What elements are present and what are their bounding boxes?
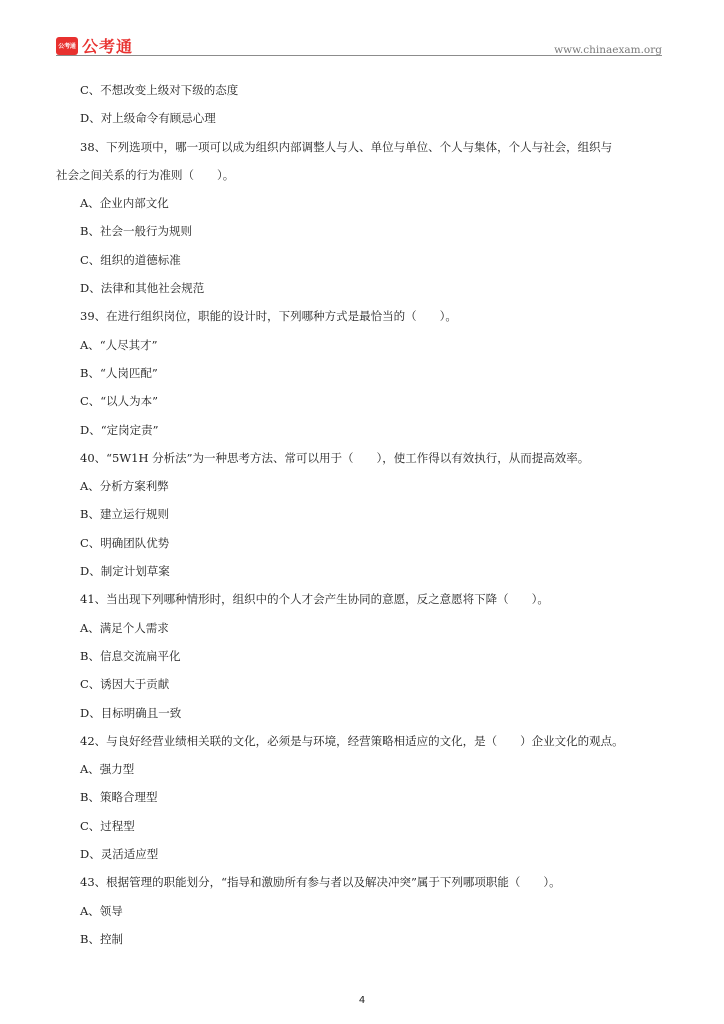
question-text: 42、与良好经营业绩相关联的文化，必须是与环境，经营策略相适应的文化，是（ ）企业文化的观点。	[80, 733, 624, 748]
answer-option: A、分析方案利弊	[80, 479, 169, 494]
answer-option: A、强力型	[80, 762, 135, 777]
answer-option: C、诱因大于贡献	[80, 677, 170, 692]
answer-option: B、策略合理型	[80, 790, 158, 805]
answer-option: B、信息交流扁平化	[80, 648, 181, 663]
answer-option: B、控制	[80, 931, 123, 946]
answer-option: A、企业内部文化	[80, 196, 169, 211]
header-divider	[56, 55, 662, 56]
answer-option: C、组织的道德标准	[80, 252, 181, 267]
question-text-continued: 社会之间关系的行为准则（ ）。	[56, 167, 235, 182]
logo-badge: 公考通	[56, 37, 78, 55]
question-text: 41、当出现下列哪种情形时，组织中的个人才会产生协同的意愿，反之意愿将下降（ ）。	[80, 592, 549, 607]
answer-option: C、过程型	[80, 818, 135, 833]
answer-option: D、灵活适应型	[80, 847, 159, 862]
answer-option: B、“人岗匹配”	[80, 365, 158, 380]
question-text: 39、在进行组织岗位，职能的设计时，下列哪种方式是最恰当的（ ）。	[80, 309, 457, 324]
logo-text: 公考通	[82, 37, 134, 56]
answer-option: D、对上级命令有顾忌心理	[80, 111, 216, 126]
answer-option: A、“人尽其才”	[80, 337, 158, 352]
page-header	[56, 34, 662, 58]
answer-option: D、目标明确且一致	[80, 705, 182, 720]
answer-option: B、社会一般行为规则	[80, 224, 192, 239]
page-number: 4	[358, 995, 366, 1006]
answer-option: D、制定计划草案	[80, 564, 170, 579]
site-url[interactable]: www.chinaexam.org	[554, 44, 662, 56]
question-text: 40、“5W1H 分析法”为一种思考方法、常可以用于（ ），使工作得以有效执行，从而提高效率。	[80, 450, 590, 465]
brand-logo	[56, 34, 133, 57]
question-text: 43、根据管理的职能划分，“指导和激励所有参与者以及解决冲突”属于下列哪项职能（ ）。	[80, 875, 561, 890]
answer-option: C、“以人为本”	[80, 394, 159, 409]
answer-option: B、建立运行规则	[80, 507, 169, 522]
answer-option: D、法律和其他社会规范	[80, 281, 205, 296]
answer-option: C、明确团队优势	[80, 535, 170, 550]
answer-option: A、领导	[80, 903, 123, 918]
answer-option: C、不想改变上级对下级的态度	[80, 83, 239, 97]
answer-option: A、满足个人需求	[80, 620, 169, 635]
question-text: 38、下列选项中，哪一项可以成为组织内部调整人与人、单位与单位、个人与集体，个人与社会，组织与	[80, 139, 613, 154]
document-body	[56, 76, 670, 953]
answer-option: D、“定岗定责”	[80, 422, 159, 437]
